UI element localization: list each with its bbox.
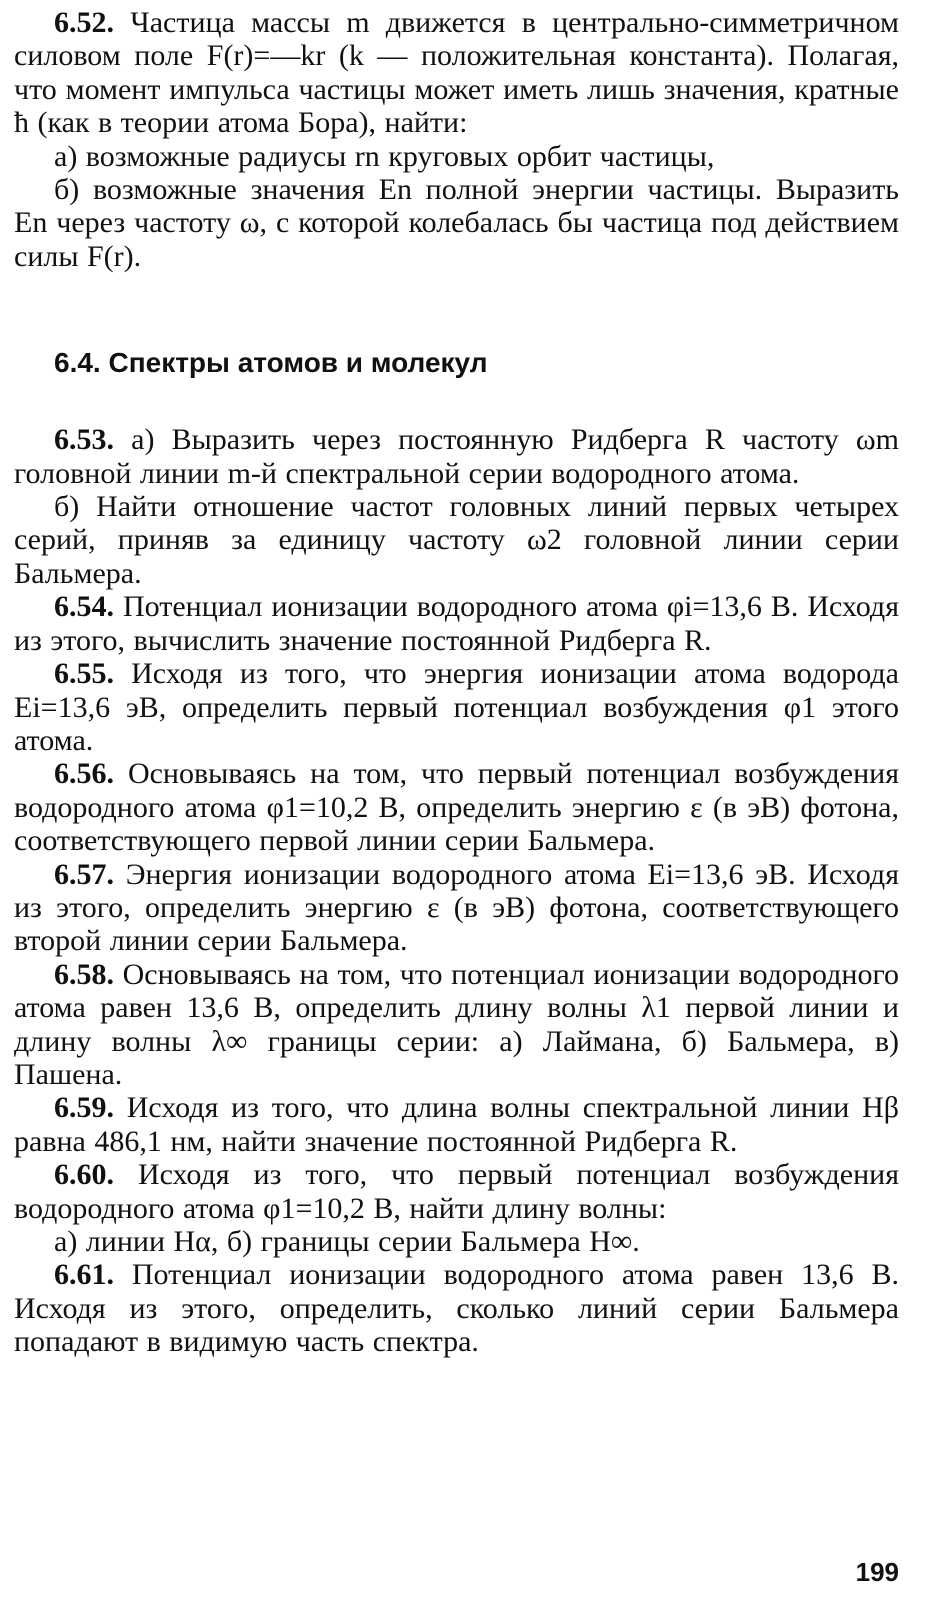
problem-6-54 (14, 590, 899, 657)
problem-6-56 (14, 757, 899, 857)
problem-6-61 (14, 1258, 899, 1358)
problem-text: Основываясь на том, что потенциал ионизации водородного атома равен 13,6 В, определить длину волны λ1 первой линии и длину волны λ∞ границы серии: а) Лаймана, б) Бальмера, в) Пашена. (14, 957, 899, 1091)
problem-number: 6.52. (54, 6, 114, 39)
problem-6-59 (14, 1091, 899, 1158)
problem-number: 6.56. (54, 757, 114, 791)
problem-number: 6.54. (54, 590, 114, 624)
problem-number: 6.57. (54, 857, 114, 891)
problem-text: Исходя из того, что длина волны спектральной линии Hβ равна 486,1 нм, найти значение постоянной Ридберга R. (14, 1091, 899, 1158)
problem-text: Потенциал ионизации водородного атома равен 13,6 В. Исходя из этого, определить, сколько линий серии Бальмера попадают в видимую часть спектра. (14, 1258, 899, 1359)
problem-6-55 (14, 657, 899, 757)
problem-subitem: а) возможные радиусы rn круговых орбит частицы, (54, 139, 715, 173)
problem-text: Исходя из того, что первый потенциал возбуждения водородного атома φ1=10,2 В, найти длину волны: (14, 1158, 899, 1225)
problem-6-52 (14, 6, 899, 140)
page-content (14, 6, 899, 1359)
problem-text: Энергия ионизации водородного атома Ei=13,6 эВ. Исходя из этого, определить энергию ε (в эВ) фотона, соответствующего второй линии серии Бальмера. (14, 857, 899, 958)
problems-list (14, 423, 899, 1358)
problem-number: 6.53. (54, 423, 114, 457)
problem-text: Исходя из того, что энергия ионизации атома водорода Ei=13,6 эВ, определить первый потенциал возбуждения φ1 этого атома. (14, 657, 899, 757)
problem-text: Частица массы m движется в центрально-симметричном силовом поле F(r)=—kr (k — положительная константа). Полагая, что момент импульса частицы может иметь лишь значения, кратные ħ (как в теории атома Бора), найти: (14, 6, 899, 140)
problem-number: 6.55. (54, 657, 114, 691)
problem-6-58 (14, 958, 899, 1092)
problem-subitem: б) Найти отношение частот головных линий первых четырех серий, приняв за единицу частоту ω2 головной линии серии Бальмера. (14, 490, 899, 590)
problem-6-53 (14, 423, 899, 490)
section-title: 6.4. Спектры атомов и молекул (54, 347, 488, 379)
problem-number: 6.59. (54, 1091, 114, 1125)
problem-subitem: б) возможные значения En полной энергии частицы. Выразить En через частоту ω, с которой колебалась бы частица под действием силы F(r). (14, 173, 899, 273)
problem-6-57 (14, 858, 899, 958)
problem-number: 6.60. (54, 1158, 114, 1192)
problem-subitem: а) линии Hα, б) границы серии Бальмера H∞. (54, 1225, 640, 1258)
problem-text: а) Выразить через постоянную Ридберга R частоту ωm головной линии m-й спектральной серии водородного атома. (14, 423, 899, 490)
page-number: 199 (855, 1557, 899, 1587)
problem-number: 6.61. (54, 1258, 114, 1292)
problem-text: Потенциал ионизации водородного атома φi=13,6 В. Исходя из этого, вычислить значение постоянной Ридберга R. (14, 590, 899, 657)
problem-text: Основываясь на том, что первый потенциал возбуждения водородного атома φ1=10,2 В, определить энергию ε (в эВ) фотона, соответствующего первой линии серии Бальмера. (14, 757, 899, 858)
problem-number: 6.58. (54, 957, 114, 991)
problems-top (14, 6, 899, 273)
problem-6-60 (14, 1158, 899, 1225)
